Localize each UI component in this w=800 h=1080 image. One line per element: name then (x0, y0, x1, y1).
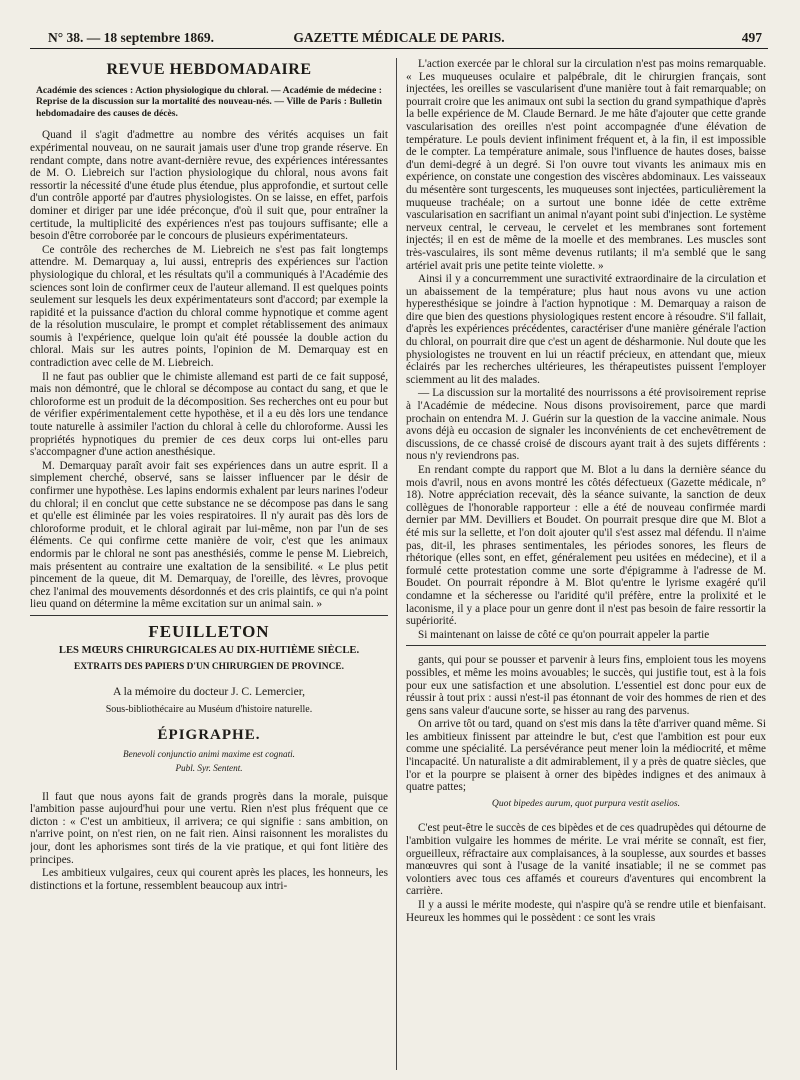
feuilleton-paragraph: Les ambitieux vulgaires, ceux qui courent après les places, les honneurs, les distinctions et la fortune, ressemblent beaucoup aux intri- (30, 867, 388, 892)
section-title: REVUE HEBDOMADAIRE (106, 61, 312, 78)
article-paragraph: — La discussion sur la mortalité des nourrissons a été provisoirement reprise à l'Académie de médecine. Nous disons provisoirement, parce que mardi prochain on entendra M. J. Guérin sur la question de la vaccine animale. Nous avons déjà eu occasion de signaler les inconvénients de cet enchevêtrement de discussions, de ce chassé croisé de discours ayant trait à des sujets différents : nous n'y reviendrons pas. (406, 387, 766, 463)
article-paragraph: Ainsi il y a concurremment une suractivité extraordinaire de la circulation et un abaissement de la température; plus haut nous avons vu une action hyperesthésique se joindre à l'action hypnotique : M. Demarquay a raison de dire que bien des questions physiologiques restent encore à résoudre. S'il fallait, d'après les expériences précédentes, caractériser d'une manière générale l'action du chloral, on pourrait dire que c'est un agent de désharmonie. Nul doute que les physiologistes ne trouvent en lui un réactif précieux, en attendant que, mieux éclairés par les recherches ultérieures, les thérapeutistes puissent l'employer sciemment au lit des malades. (406, 273, 766, 386)
page-number: 497 (741, 30, 762, 45)
column-divider (396, 58, 397, 1070)
feuilleton-paragraph: Il y a aussi le mérite modeste, qui n'aspire qu'à se rendre utile et bienfaisant. Heureux les hommes qui le possèdent : ce sont les vrais (406, 899, 766, 924)
section-summary: Académie des sciences : Action physiologique du chloral. — Académie de médecine : Reprise de la discussion sur la mortalité des nouveau-nés. — Ville de Paris : Bulletin hebdomadaire des causes de décès. (36, 84, 382, 119)
feuilleton-paragraph: On arrive tôt ou tard, quand on s'est mis dans la tête d'arriver quand même. Si les ambitieux finissent par atteindre le but, c'est que l'ambition est pour eux comme une spécialité. La persévérance peut mener loin la médiocrité, et même l'incapacité. Un naturaliste a dit admirablement, il y a près de quatre siècles, que l'or et la pourpre se plaisent à orner des bipèdes indignes et des animaux à quatre pattes; (406, 718, 766, 794)
epigraph-text: Benevoli conjunctio animi maxime est cognati. (123, 748, 295, 759)
right-column (406, 58, 766, 1070)
latin-quote: Quot bipedes aurum, quot purpura vestit aselios. (491, 797, 681, 809)
feuilleton-paragraph: C'est peut-être le succès de ces bipèdes et de ces quadrupèdes qui détourne de l'ambition vulgaire les hommes de mérite. Le vrai mérite se connaît, est fier, orgueilleux, réfractaire aux complaisances, à la souplesse, aux sourdes et basses manœuvres qui sont à l'usage de la vanité insatiable; il ne se commet pas volontiers avec tous ces affamés et coureurs d'aventures qui encombrent la carrière. (406, 822, 766, 898)
feuilleton-divider (30, 615, 388, 616)
article-paragraph: Il ne faut pas oublier que le chimiste allemand est parti de ce fait supposé, mais non démontré, que le chloral se décompose au contact du sang, et que le chloroforme est un produit de la décomposition. Ses recherches ont eu pour but de vérifier expérimentalement cette hypothèse, et il a eu dès lors une tendance toute naturelle à assimiler l'action du chloral à celle du chloroforme. Aussi les propriétés hypnotiques du premier de ces deux corps lui ont-elles paru s'accompagner d'une action anesthésique. (30, 370, 388, 459)
feuilleton-title: FEUILLETON (148, 621, 270, 641)
epigraph-source: Publ. Syr. Sentent. (175, 763, 243, 774)
feuilleton-paragraph: gants, qui pour se pousser et parvenir à leurs fins, emploient tous les moyens possibles, et même les moins avouables; le succès, qui justifie tout, est à la fois pour eux une satisfaction et une absolution. L'essentiel est donc pour eux de réussir à tout prix : aussi n'est-il pas étonnant de voir des hommes de rien et des gens sans valeur d'aucune sorte, se hisser au rang des parvenus. (406, 654, 766, 717)
article-paragraph: Quand il s'agit d'admettre au nombre des vérités acquises un fait expérimental nouveau, on ne saurait jamais user d'une trop grande réserve. En rendant compte, dans notre avant-dernière revue, des expériences intéressantes de M. O. Liebreich sur l'action physiologique du chloral, nous avons fait ressortir la nécessité d'une étude plus étendue, plus approfondie, et surtout celle d'un contrôle apporté par d'autres physiologistes. On se laisse, en effet, parfois dominer et diriger par une idée préconçue, d'où il suit que, pour entraîner la certitude, la multiplicité des expériences n'est pas toujours suffisante; elle a besoin d'être corroborée par le concours de plusieurs expérimentateurs. (30, 129, 388, 243)
feuilleton-divider (406, 645, 766, 646)
page-header (30, 30, 768, 49)
article-paragraph: Si maintenant on laisse de côté ce qu'on pourrait appeler la partie (418, 628, 710, 641)
feuilleton-subtitle: LES MŒURS CHIRURGICALES AU DIX-HUITIÈME SIÈCLE. (58, 644, 360, 656)
article-paragraph: L'action exercée par le chloral sur la circulation n'est pas moins remarquable. « Les muqueuses oculaire et palpébrale, dit le chirurgien français, sont injectées, les oreilles se vascularisent d'une manière tout à fait remarquable; on pourrait croire que les animaux ont subi la section du grand sympathique d'après la belle expérience de M. Claude Bernard. Je me hâte d'ajouter que cette grande vascularisation des oreilles n'est point accompagnée d'une élévation de température. Le pouls devient infiniment fréquent et, à la fin, il est impossible de le compter. La température animale, sous l'influence de hautes doses, baisse d'un demi-degré à un degré. Si l'on ouvre tout vivants les animaux mis en expérience, on constate une congestion des viscères abdominaux. Les vaisseaux du mésentère sont turgescents, les muqueuses sont injectées, particulièrement la muqueuse trachéale; on a surtout une bonne idée de cette extrême vascularisation en sacrifiant un animal n'ayant point subi d'injection. Le système nerveux central, le cerveau, le cervelet et les membranes sont fortement injectés; il en est de même de la moelle et des membranes. Les muscles sont très-vasculaires, ils sont même devenus rutilants; il m'a semblé que le sang artériel avait pris une petite teinte violette. » (406, 58, 766, 272)
dedication-credit: Sous-bibliothécaire au Muséum d'histoire naturelle. (105, 704, 313, 716)
dedication: A la mémoire du docteur J. C. Lemercier, (112, 684, 306, 698)
epigraph-title: ÉPIGRAPHE. (157, 726, 261, 743)
article-paragraph: Ce contrôle des recherches de M. Liebreich ne s'est pas fait longtemps attendre. M. Demarquay a, lui aussi, entrepris des expériences sur l'action physiologique du chloral, et les résultats qu'il a communiqués à l'Académie des sciences sont loin de confirmer ceux de l'auteur allemand. Il est quelques points seulement sur lesquels les deux expérimentateurs sont d'accord; par exemple la rapidité et la puissance d'action du chloral comme hypnotique et comme agent de la résolution musculaire, le prompt et complet rétablissement des animaux soumis à l'expérience, quelque loin qu'ait été poussée la double action du chloral. Mais sur les autres points, l'opinion de M. Demarquay est en contradiction avec celle de M. Liebreich. (30, 243, 388, 370)
newspaper-title: GAZETTE MÉDICALE DE PARIS. (293, 30, 505, 45)
left-column (30, 58, 388, 1070)
issue-number: N° 38. — 18 septembre 1869. (48, 30, 215, 45)
article-paragraph: M. Demarquay paraît avoir fait ses expériences dans un autre esprit. Il a simplement cherché, observé, sans se laisser influencer par le désir de confirmer une hypothèse. Les lapins endormis exhalent par leurs narines l'odeur du chloral; il en conclut que cette substance ne se décompose pas dans le sang et qu'elle est éliminée par les voies respiratoires. Il n'y aurait pas dès lors de chloroforme produit, et le chloral agirait par lui-même, non par l'un de ses éléments. Ce qui confirme cette manière de voir, c'est que les animaux endormis par le chloral ne sont pas anesthésiés, comme le pense M. Liebreich, mais présentent au contraire une exaltation de la sensibilité. « Le plus petit pincement de la queue, dit M. Demarquay, de l'oreille, des lèvres, provoque chez l'animal des mouvements désordonnés et des cris plaintifs, ce qui n'a point lieu quand on détermine la même excitation sur un animal sain. » (30, 459, 388, 611)
feuilleton-subtitle-2: EXTRAITS DES PAPIERS D'UN CHIRURGIEN DE PROVINCE. (74, 662, 344, 673)
feuilleton-paragraph: Il faut que nous ayons fait de grands progrès dans la morale, puisque l'ambition passe aujourd'hui pour une vertu. Rien n'est plus fréquent que ce dicton : « C'est un ambitieux, il arrivera; ce qui signifie : sans ambition, on n'arrive point, on n'est rien, on ne fait rien. Ainsi raisonnent les moralistes du jour, dont les aphorismes sont tirés de la vie pratique, et qui font litière des principes. (30, 790, 388, 866)
article-paragraph: En rendant compte du rapport que M. Blot a lu dans la dernière séance du mois d'avril, nous en avons montré les côtés défectueux (Gazette médicale, n° 18). Notre appréciation recevait, dès la séance suivante, la sanction de deux collègues de l'honorable rapporteur : elle a été de nouveau confirmée mardi dernier par MM. Devilliers et Boudet. On pourrait presque dire que M. Blot a été mis sur la sellette, et l'on doit ajouter qu'il s'est assez mal défendu. Il n'aime pas, dit-il, les phrases sentimentales, les périodes sonores, les fleurs de rhétorique (elles sont, en effet, généralement peu usitées en médecine), et il a formulé cette protestation comme une sorte d'épigramme à l'adresse de M. Boudet. On pourrait répondre à M. Blot qu'entre le lyrisme exagéré qu'il condamne et la sécheresse ou l'aridité qu'il préfère, entre la prolixité et le laconisme, il y a place pour un genre dont il n'est pas besoin de faire ressortir la supériorité. (406, 464, 766, 628)
